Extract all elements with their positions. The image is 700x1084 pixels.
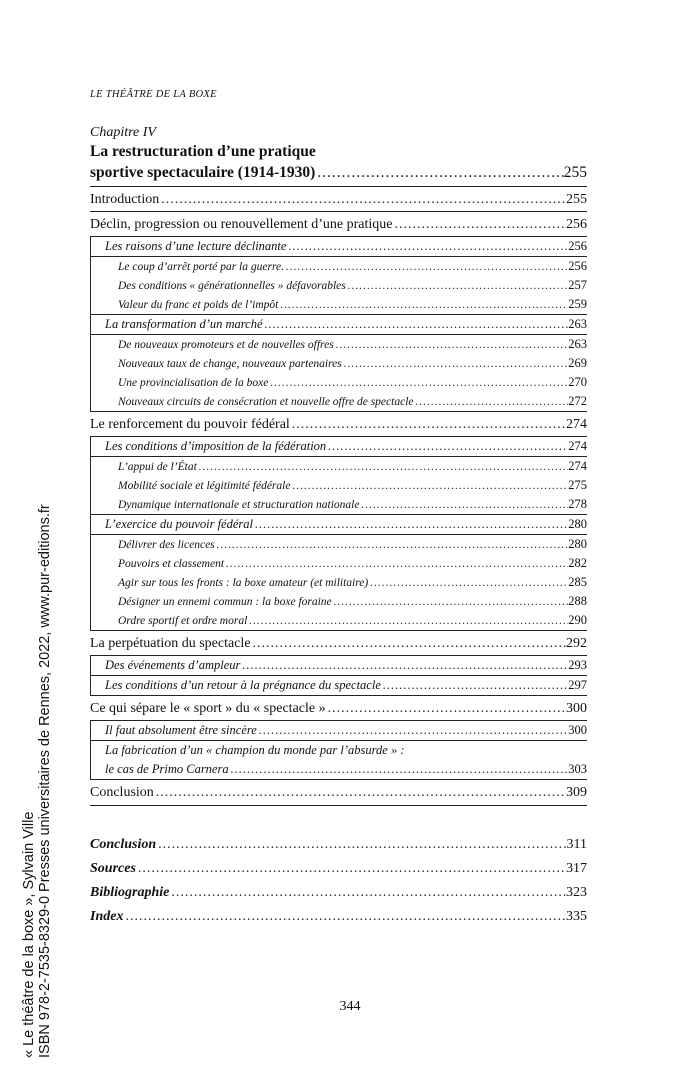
toc-entry bbox=[91, 760, 587, 779]
toc-entry-title: L’exercice du pouvoir fédéral bbox=[105, 517, 253, 531]
toc-entry bbox=[91, 592, 587, 611]
toc-entry-page: 282 bbox=[568, 556, 587, 570]
chapter-label: Chapitre IV bbox=[90, 125, 156, 140]
leader-dots bbox=[284, 258, 568, 277]
toc-entry-page: 300 bbox=[566, 701, 587, 716]
leader-dots bbox=[197, 458, 568, 477]
toc-entry-title: Les raisons d’une lecture déclinante bbox=[105, 239, 287, 253]
toc-entry-page: 293 bbox=[568, 658, 587, 672]
toc-entry-page: 274 bbox=[566, 417, 587, 432]
leader-dots bbox=[251, 631, 566, 656]
back-matter-title: Sources bbox=[90, 861, 136, 876]
toc-entry bbox=[90, 630, 587, 656]
back-matter-page: 311 bbox=[566, 837, 587, 852]
side-credit-line-1: « Le théâtre de la boxe », Sylvain Ville bbox=[21, 811, 37, 1058]
toc-entry bbox=[90, 779, 587, 806]
toc-entry-title: Ordre sportif et ordre moral bbox=[118, 615, 248, 627]
leader-dots bbox=[315, 162, 563, 183]
toc-entry-title: L’appui de l’État bbox=[118, 461, 197, 473]
toc-entry-title: Valeur du franc et poids de l’impôt bbox=[118, 299, 279, 311]
leader-dots bbox=[414, 393, 569, 412]
toc-entry-title: Pouvoirs et classement bbox=[118, 558, 225, 570]
back-matter-title: Index bbox=[90, 909, 124, 924]
table-of-contents bbox=[90, 124, 587, 929]
toc-entry-page: 300 bbox=[568, 723, 587, 737]
toc-entry-page: 269 bbox=[568, 356, 587, 370]
toc-entry bbox=[91, 257, 587, 276]
toc-entry bbox=[91, 437, 587, 457]
toc-entry-page: 280 bbox=[568, 537, 587, 551]
toc-section-block bbox=[90, 236, 587, 411]
toc-entry bbox=[91, 476, 587, 495]
toc-entry-page: 257 bbox=[568, 278, 587, 292]
toc-entry bbox=[91, 573, 587, 592]
toc-entry bbox=[91, 315, 587, 335]
toc-entry-title: Une provincialisation de la boxe bbox=[118, 377, 269, 389]
toc-entry-title: Ce qui sépare le « sport » du « spectacle » bbox=[90, 701, 326, 716]
leader-dots bbox=[278, 296, 568, 315]
toc-section-block bbox=[90, 655, 587, 695]
toc-entry-page: 274 bbox=[568, 439, 587, 453]
toc-entry-page: 275 bbox=[568, 478, 587, 492]
back-matter-title: Conclusion bbox=[90, 837, 157, 852]
toc-entry-page: 263 bbox=[568, 337, 587, 351]
leader-dots bbox=[332, 593, 569, 612]
toc-entry-page: 272 bbox=[568, 394, 587, 408]
toc-section-block bbox=[90, 720, 587, 779]
leader-dots bbox=[286, 237, 568, 256]
toc-entry-title: Mobilité sociale et légitimité fédérale bbox=[118, 480, 291, 492]
toc-entry-page: 256 bbox=[566, 217, 587, 232]
leader-dots bbox=[136, 857, 566, 881]
toc-entry bbox=[91, 611, 587, 630]
toc-entry-page: 280 bbox=[568, 517, 587, 531]
toc-entry bbox=[91, 392, 587, 411]
leader-dots bbox=[240, 656, 568, 675]
leader-dots bbox=[257, 721, 568, 740]
leader-dots bbox=[253, 515, 568, 534]
leader-dots bbox=[263, 315, 569, 334]
leader-dots bbox=[392, 212, 566, 237]
toc-entry-title: Les conditions d’imposition de la fédération bbox=[105, 439, 327, 453]
chapter-title-line-1: La restructuration d’une pratique bbox=[90, 143, 316, 160]
side-credit-line-2: ISBN 978-2-7535-8329-0 Presses universitaires de Rennes, 2022, www.pur-editions.fr bbox=[37, 504, 53, 1058]
back-matter-page: 335 bbox=[566, 909, 587, 924]
page-number: 344 bbox=[339, 999, 361, 1014]
back-matter-entry bbox=[90, 881, 587, 905]
toc-entry-title: Dynamique internationale et structuration nationale bbox=[118, 499, 360, 511]
toc-entry bbox=[90, 186, 587, 212]
toc-entry-title: Le renforcement du pouvoir fédéral bbox=[90, 417, 290, 432]
toc-entry bbox=[90, 411, 587, 437]
toc-entry-page: 270 bbox=[568, 375, 587, 389]
leader-dots bbox=[224, 555, 568, 574]
toc-entry-title: De nouveaux promoteurs et de nouvelles offres bbox=[118, 339, 334, 351]
leader-dots bbox=[326, 696, 566, 721]
toc-entry-title: Délivrer des licences bbox=[118, 539, 215, 551]
leader-dots bbox=[290, 412, 566, 437]
chapter-title-line-2 bbox=[90, 162, 587, 183]
toc-entry-title: Des conditions « générationnelles » défavorables bbox=[118, 280, 346, 292]
leader-dots bbox=[290, 477, 568, 496]
toc-entry-page: 303 bbox=[568, 762, 587, 776]
toc-entry bbox=[91, 237, 587, 257]
toc-entry bbox=[91, 676, 587, 695]
leader-dots bbox=[247, 612, 568, 631]
back-matter-page: 317 bbox=[566, 861, 587, 876]
side-credit bbox=[21, 504, 53, 1058]
toc-entry-page: 309 bbox=[566, 785, 587, 800]
toc-entry-page: 255 bbox=[566, 192, 587, 207]
toc-entry-title: Les conditions d’un retour à la prégnance du spectacle bbox=[105, 678, 381, 692]
toc-entry-page: 288 bbox=[568, 594, 587, 608]
toc-entry-title: Agir sur tous les fronts : la boxe amateur (et militaire) bbox=[118, 577, 369, 589]
toc-entry-title: Nouveaux taux de change, nouveaux partenaires bbox=[118, 358, 342, 370]
toc-entry-page: 278 bbox=[568, 497, 587, 511]
toc-entry-title: La transformation d’un marché bbox=[105, 317, 263, 331]
toc-entry-page: 274 bbox=[568, 459, 587, 473]
toc-entry bbox=[91, 457, 587, 476]
leader-dots bbox=[229, 760, 569, 779]
toc-entry-page: 259 bbox=[568, 297, 587, 311]
toc-entry bbox=[90, 211, 587, 237]
leader-dots bbox=[215, 536, 569, 555]
toc-entry-title: Des événements d’ampleur bbox=[105, 658, 241, 672]
leader-dots bbox=[159, 187, 566, 212]
toc-entry-title: La perpétuation du spectacle bbox=[90, 636, 251, 651]
chapter-title-page: 255 bbox=[563, 164, 587, 181]
toc-entry bbox=[91, 335, 587, 354]
running-head: LE THÉÂTRE DE LA BOXE bbox=[90, 89, 217, 100]
toc-entry-page: 290 bbox=[568, 613, 587, 627]
leader-dots bbox=[156, 833, 566, 857]
leader-dots bbox=[368, 574, 568, 593]
toc-entry-title: Il faut absolument être sincère bbox=[105, 723, 257, 737]
leader-dots bbox=[123, 905, 566, 929]
toc-entry-title: Introduction bbox=[90, 192, 160, 207]
toc-entry bbox=[91, 554, 587, 573]
leader-dots bbox=[359, 496, 568, 515]
toc-entry-title: Conclusion bbox=[90, 785, 154, 800]
toc-entry-page: 297 bbox=[568, 678, 587, 692]
toc-entry-title: Le coup d’arrêt porté par la guerre. bbox=[118, 261, 284, 273]
toc-entry-title: Déclin, progression ou renouvellement d’une pratique bbox=[90, 217, 393, 232]
chapter-title-text: sportive spectaculaire (1914-1930) bbox=[90, 164, 316, 181]
toc-entry bbox=[91, 721, 587, 741]
toc-entry bbox=[91, 741, 587, 760]
leader-dots bbox=[326, 437, 568, 456]
toc-entry-page: 285 bbox=[568, 575, 587, 589]
toc-entry bbox=[91, 535, 587, 554]
toc-entry bbox=[91, 495, 587, 515]
toc-entry bbox=[91, 354, 587, 373]
leader-dots bbox=[346, 277, 569, 296]
leader-dots bbox=[334, 336, 569, 355]
toc-entry bbox=[91, 656, 587, 676]
toc-entry-title: La fabrication d’un « champion du monde par l’absurde » : bbox=[105, 743, 405, 757]
toc-entry bbox=[91, 276, 587, 295]
toc-entry-title: le cas de Primo Carnera bbox=[105, 762, 229, 776]
toc-entry bbox=[91, 295, 587, 315]
toc-entry bbox=[90, 695, 587, 721]
leader-dots bbox=[268, 374, 568, 393]
toc-entry-title: Désigner un ennemi commun : la boxe foraine bbox=[118, 596, 332, 608]
toc-entry-page: 256 bbox=[568, 259, 587, 273]
toc-entry-page: 256 bbox=[568, 239, 587, 253]
back-matter-title: Bibliographie bbox=[90, 885, 170, 900]
toc-entry bbox=[91, 373, 587, 392]
back-matter-entry bbox=[90, 905, 587, 929]
toc-entry bbox=[91, 515, 587, 535]
back-matter-page: 323 bbox=[566, 885, 587, 900]
back-matter-entry bbox=[90, 857, 587, 881]
leader-dots bbox=[381, 676, 568, 695]
leader-dots bbox=[169, 881, 566, 905]
leader-dots bbox=[154, 780, 566, 805]
leader-dots bbox=[342, 355, 568, 374]
back-matter-entry bbox=[90, 833, 587, 857]
toc-entry-page: 263 bbox=[568, 317, 587, 331]
toc-entry-page: 292 bbox=[566, 636, 587, 651]
toc-entry-title: Nouveaux circuits de consécration et nouvelle offre de spectacle bbox=[118, 396, 414, 408]
toc-section-block bbox=[90, 436, 587, 630]
